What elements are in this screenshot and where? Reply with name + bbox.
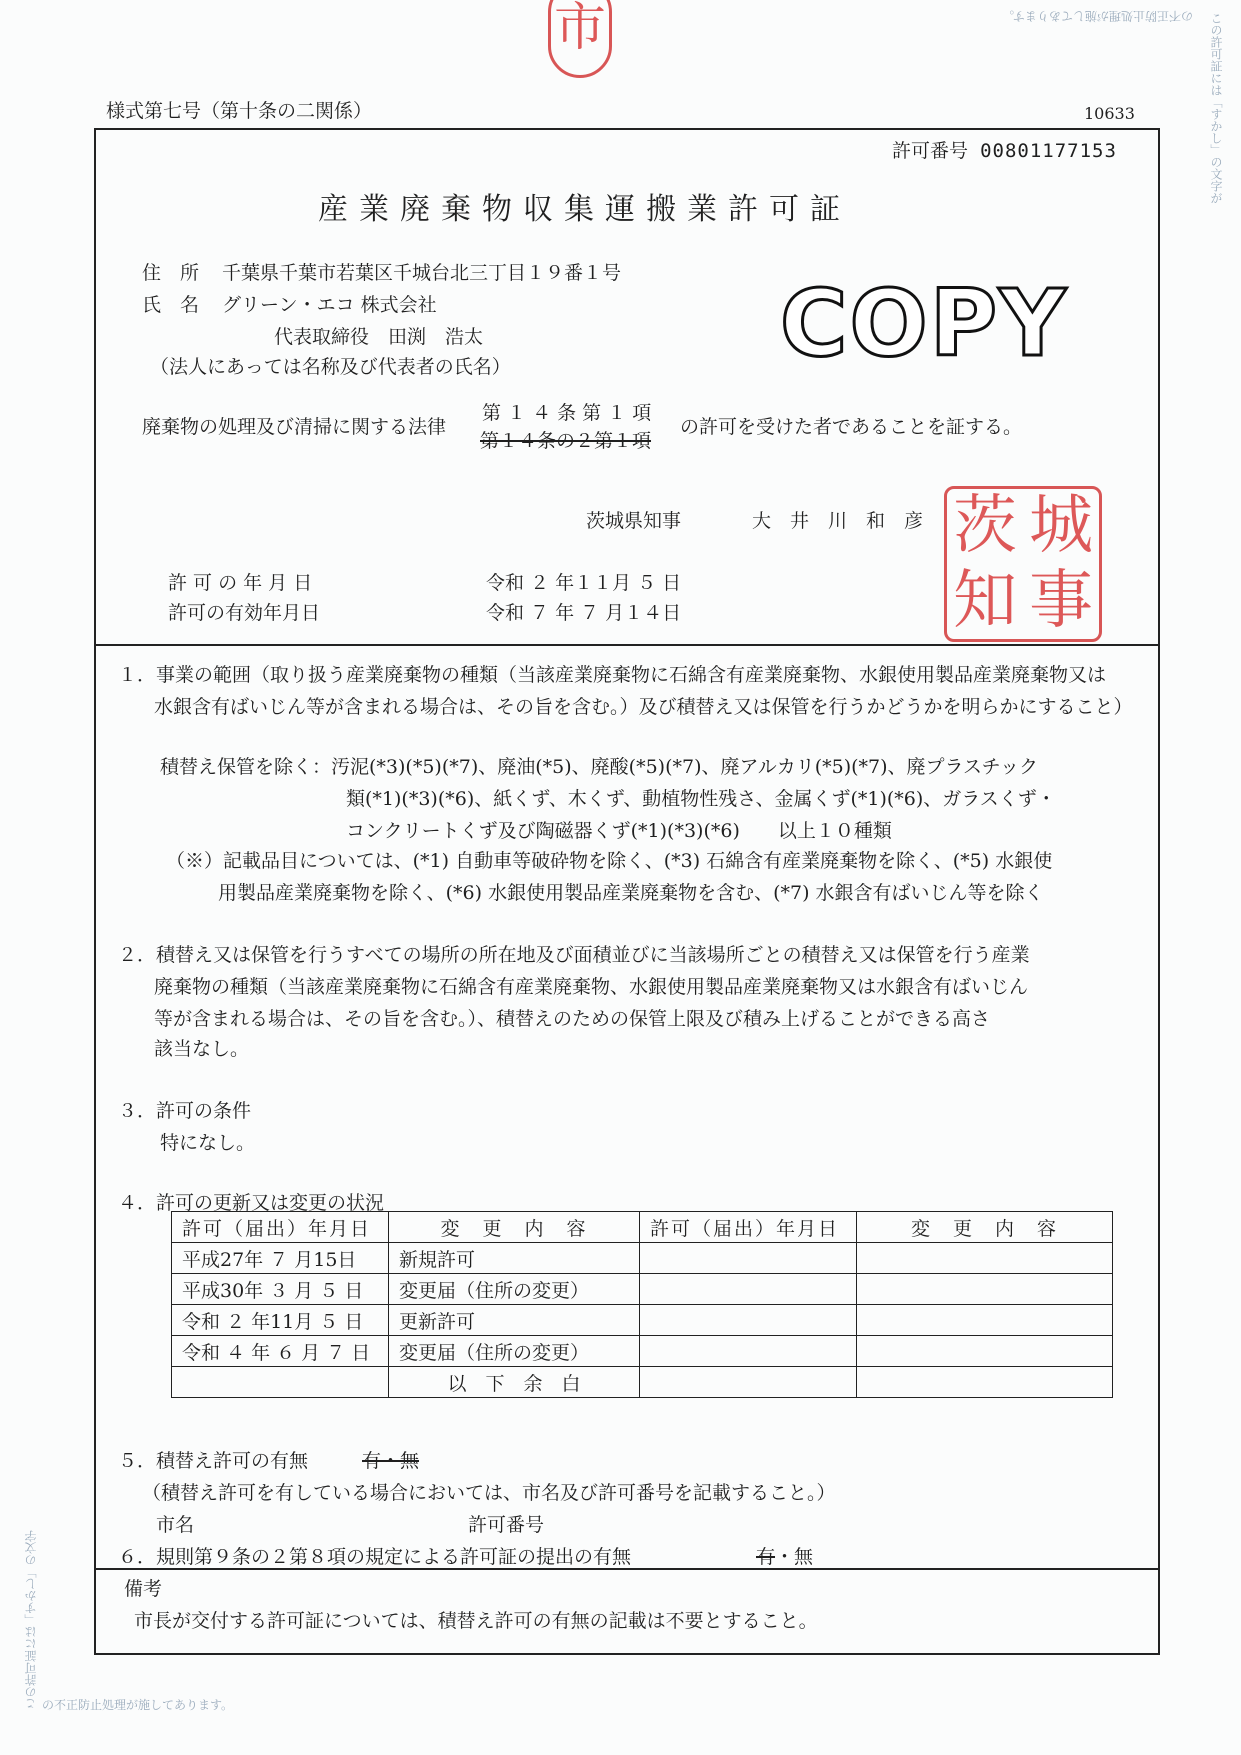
expiry-date: 令和 ７ 年 ７ 月１４日 xyxy=(486,602,682,624)
table-cell-empty xyxy=(857,1274,1113,1305)
section6-title: ６．規則第９条の２第８項の規定による許可証の提出の有無 xyxy=(118,1546,632,1568)
table-cell-empty xyxy=(640,1243,857,1274)
table-cell-empty xyxy=(857,1367,1113,1398)
section1-items-line1: 積替え保管を除く：汚泥(*3)(*5)(*7)、廃油(*5)、廃酸(*5)(*7)、廃アルカリ(*5)(*7)、廃プラスチック xyxy=(160,756,1039,778)
form-label: 様式第七号（第十条の二関係） xyxy=(106,100,373,122)
table-cell-empty xyxy=(640,1367,857,1398)
table-cell-date: 令和 ４ 年 ６ 月 ７ 日 xyxy=(172,1336,389,1367)
name-note: （法人にあっては名称及び代表者の氏名） xyxy=(150,356,511,378)
section3-body: 特になし。 xyxy=(160,1132,256,1154)
governor-title: 茨城県知事 xyxy=(586,510,682,532)
table-header: 変 更 内 容 xyxy=(389,1212,640,1243)
table-cell-content: 更新許可 xyxy=(389,1305,640,1336)
section1-note-line1: （※）記載品目については、(*1) 自動車等破砕物を除く、(*3) 石綿含有産業廃棄物を除く、(*5) 水銀使 xyxy=(166,850,1053,872)
table-cell-date: 平成27年 ７ 月15日 xyxy=(172,1243,389,1274)
top-seal-stamp: 市 xyxy=(548,0,612,78)
section2-line3: 等が含まれる場合は、その旨を含む。）、積替えのための保管上限及び積み上げることができる高さ xyxy=(154,1008,991,1030)
remarks-body: 市長が交付する許可証については、積替え許可の有無の記載は不要とすること。 xyxy=(134,1610,818,1632)
table-cell-content: 新規許可 xyxy=(389,1243,640,1274)
law-text: 廃棄物の処理及び清掃に関する法律 xyxy=(142,416,447,438)
table-cell-content: 以 下 余 白 xyxy=(389,1367,640,1398)
table-header: 許可（届出）年月日 xyxy=(172,1212,389,1243)
representative: 代表取締役 田渕 浩太 xyxy=(274,326,484,348)
section4-title: ４．許可の更新又は変更の状況 xyxy=(118,1192,385,1214)
table-header: 変 更 内 容 xyxy=(857,1212,1113,1243)
copy-stamp: COPY xyxy=(780,270,1068,377)
table-cell-date: 令和 ２ 年11月 ５ 日 xyxy=(172,1305,389,1336)
table-cell-content: 変更届（住所の変更） xyxy=(389,1336,640,1367)
law-article-struck: 第１４条の２第１項 xyxy=(480,430,652,452)
history-table xyxy=(171,1211,1113,1398)
table-cell-empty xyxy=(857,1305,1113,1336)
section2-line1: ２．積替え又は保管を行うすべての場所の所在地及び面積並びに当該場所ごとの積替え又は保管を行う産業 xyxy=(118,944,1030,966)
section1-line1: １．事業の範囲（取り扱う産業廃棄物の種類（当該産業廃棄物に石綿含有産業廃棄物、水銀使用製品産業廃棄物又は xyxy=(118,664,1107,686)
section3-title: ３．許可の条件 xyxy=(118,1100,252,1122)
table-cell-empty xyxy=(640,1305,857,1336)
certificate-title: 産業廃棄物収集運搬業許可証 xyxy=(318,192,851,227)
section5-value: 有・無 xyxy=(362,1450,420,1472)
permit-date: 令和 ２ 年１１月 ５ 日 xyxy=(486,572,682,594)
company-name: グリーン・エコ 株式会社 xyxy=(222,294,437,316)
section1-items-line2: 類(*1)(*3)(*6)、紙くず、木くず、動植物性残さ、金属くず(*1)(*6)、ガラスくず・ xyxy=(346,788,1056,810)
address-value: 千葉県千葉市若葉区千城台北三丁目１９番１号 xyxy=(222,262,622,284)
expiry-label: 許可の有効年月日 xyxy=(168,602,321,624)
table-row xyxy=(172,1274,1113,1305)
governor-name: 大 井 川 和 彦 xyxy=(752,510,924,532)
table-cell-empty xyxy=(857,1243,1113,1274)
section1-note-line2: 用製品産業廃棄物を除く、(*6) 水銀使用製品産業廃棄物を含む、(*7) 水銀含有ばいじん等を除く xyxy=(218,882,1044,904)
section5-title: ５．積替え許可の有無 xyxy=(118,1450,309,1472)
table-cell-empty xyxy=(640,1336,857,1367)
table-cell-date: 平成30年 ３ 月 ５ 日 xyxy=(172,1274,389,1305)
table-header-row xyxy=(172,1212,1113,1243)
address-label: 住 所 xyxy=(142,262,200,284)
table-row xyxy=(172,1367,1113,1398)
remarks-label: 備考 xyxy=(124,1578,163,1600)
name-label: 氏 名 xyxy=(142,294,200,316)
permit-date-label: 許 可 の 年 月 日 xyxy=(168,572,313,594)
law-certify: の許可を受けた者であることを証する。 xyxy=(680,416,1023,438)
section5-note: （積替え許可を有している場合においては、市名及び許可番号を記載すること。） xyxy=(142,1482,836,1504)
governor-seal: 茨 城 知 事 xyxy=(944,486,1102,642)
table-header: 許可（届出）年月日 xyxy=(640,1212,857,1243)
table-cell-empty xyxy=(640,1274,857,1305)
security-note-bottom: の不正防止処理が施してあります。 xyxy=(42,1698,234,1712)
security-note-top: の不正防止処理が施してあります。 xyxy=(1002,9,1194,23)
security-note-right: この許可証には「すかし」の文字が xyxy=(1209,12,1223,204)
table-row xyxy=(172,1336,1113,1367)
section6-value: 有・無 xyxy=(756,1546,814,1568)
table-cell-content: 変更届（住所の変更） xyxy=(389,1274,640,1305)
security-note-left: この許可証には「すかし」の文字 xyxy=(24,1530,38,1710)
table-cell-date xyxy=(172,1367,389,1398)
table-row xyxy=(172,1305,1113,1336)
section2-line2: 廃棄物の種類（当該産業廃棄物に石綿含有産業廃棄物、水銀使用製品産業廃棄物又は水銀含有ばいじん xyxy=(154,976,1029,998)
document-number: 10633 xyxy=(1084,104,1135,123)
permit-number: 許可番号 00801177153 xyxy=(892,140,1117,162)
table-row xyxy=(172,1243,1113,1274)
table-cell-empty xyxy=(857,1336,1113,1367)
section5-city-label: 市名 xyxy=(156,1514,195,1536)
law-article: 第 １ ４ 条 第 １ 項 xyxy=(482,402,652,424)
section1-line2: 水銀含有ばいじん等が含まれる場合は、その旨を含む。）及び積替え又は保管を行うかどうかを明らかにすること） xyxy=(154,696,1133,718)
section5-permit-label: 許可番号 xyxy=(468,1514,545,1536)
section2-line4: 該当なし。 xyxy=(154,1038,250,1060)
section1-items-line3: コンクリートくず及び陶磁器くず(*1)(*3)(*6) 以上１０種類 xyxy=(346,820,892,842)
divider-upper xyxy=(94,644,1160,646)
